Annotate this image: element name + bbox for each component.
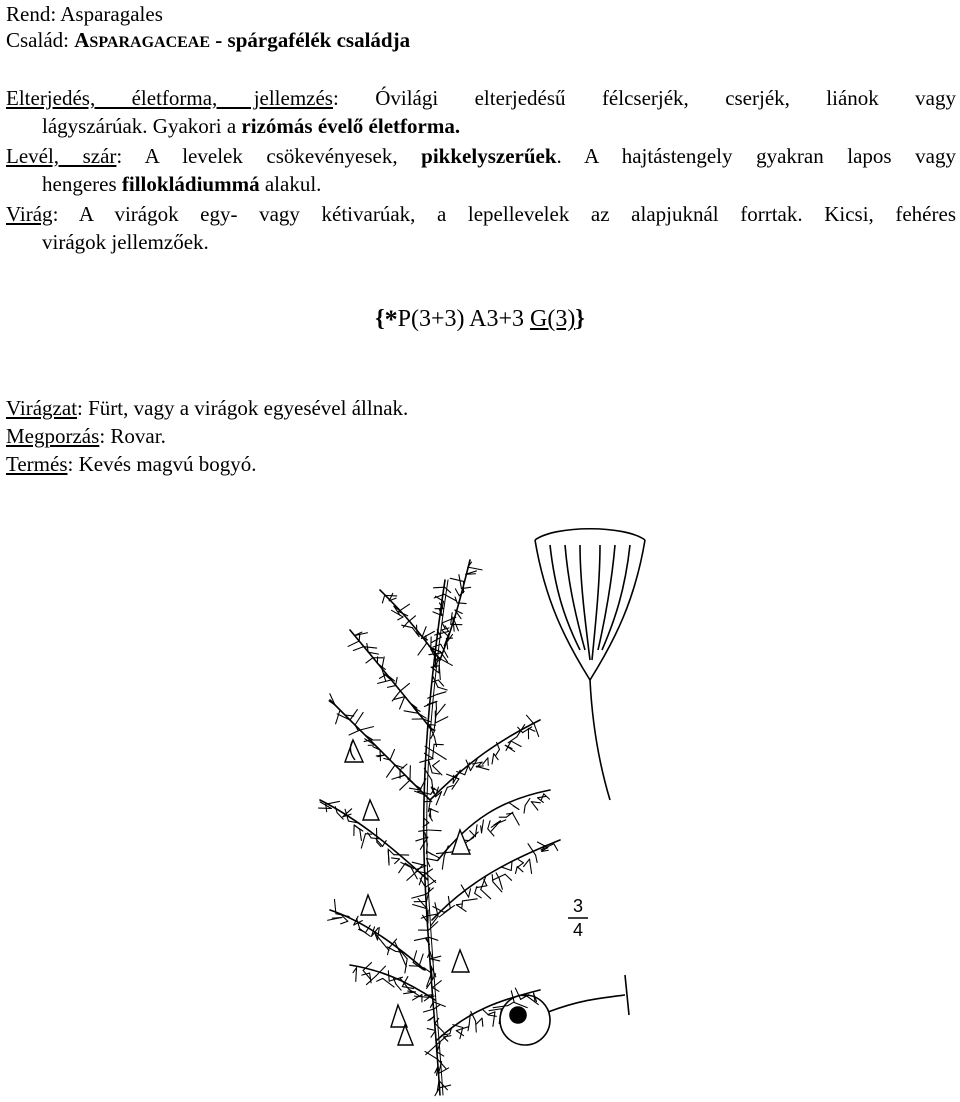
level-line2-bold: fillokládiummá	[121, 172, 260, 196]
cladode-needle	[431, 959, 440, 961]
cladode-needle	[450, 578, 463, 581]
cladode-needle	[442, 856, 444, 869]
viragzat-label: Virágzat	[6, 396, 78, 420]
cladode-needle	[526, 715, 534, 724]
cladode-needle	[476, 1018, 482, 1024]
cladode-needle	[468, 1024, 469, 1030]
virag-label: Virág	[6, 202, 53, 226]
cladode-needle	[468, 567, 482, 570]
cladode-needle	[462, 899, 477, 901]
cladode-needle	[459, 575, 462, 589]
virag-text1: A virágok egy- vagy kétivarúak, a lepellevelek az alapjuknál forrtak. Kicsi, fehéres	[78, 202, 956, 226]
cladode-needle	[396, 984, 401, 990]
rend-value: Asparagales	[60, 2, 163, 26]
cladode-needle	[499, 878, 502, 889]
cladode-needle	[476, 1021, 477, 1032]
cladode-needle	[451, 613, 452, 625]
cladode-needle	[356, 968, 357, 982]
cladode-needle	[326, 801, 340, 804]
cladode-needle	[360, 829, 362, 840]
cladode-needle	[528, 728, 535, 731]
cladode-needle	[395, 859, 400, 864]
cladode-needle	[469, 889, 471, 897]
cladode-needle	[439, 661, 440, 673]
cladode-needle	[360, 727, 373, 730]
cladode-needle	[433, 587, 444, 588]
cladode-needle	[496, 749, 500, 755]
elterjedes-bold: rizómás évelő életforma.	[241, 114, 461, 138]
cladode-needle	[398, 617, 403, 620]
cladode-needle	[408, 616, 416, 623]
cladode-needle	[387, 686, 395, 688]
level-label: Levél, szár	[6, 144, 117, 168]
cladode-needle	[524, 806, 525, 814]
cladode-needle	[517, 863, 524, 868]
termes-label: Termés	[6, 452, 68, 476]
cladode-needle	[418, 644, 426, 655]
scale-numerator: 3	[572, 896, 584, 916]
cladode-needle	[461, 885, 468, 897]
cladode-needle	[438, 680, 443, 686]
virag-line2	[42, 230, 209, 254]
cladode-needle	[426, 859, 437, 861]
level-line2-end: alakul.	[264, 172, 322, 196]
formula-open-brace: {	[375, 306, 385, 332]
cladode-needle	[350, 710, 357, 720]
cladode-needle	[501, 867, 511, 871]
cladode-needle	[427, 1029, 435, 1031]
cladode-needle	[438, 687, 447, 690]
cladode-needle	[434, 1002, 446, 1007]
cladode-needle	[398, 604, 409, 611]
cladode-needle	[489, 1015, 497, 1016]
cladode-needle	[518, 860, 523, 863]
viragzat-line: Virágzat: Fürt, vagy a virágok egyesével állnak.	[6, 396, 409, 420]
level-line2-plain: hengeres	[42, 172, 117, 196]
cladode-needle	[444, 787, 448, 795]
cladode-needle	[360, 929, 371, 937]
cladode-needle	[378, 680, 391, 683]
asparagus-illustration	[280, 500, 960, 1100]
cladode-needle	[417, 864, 424, 871]
cladode-needle	[429, 937, 438, 940]
cladode-needle	[379, 674, 386, 678]
cladode-needle	[366, 658, 373, 663]
formula-perianth: P(3+3)	[397, 306, 465, 332]
cladode-needle	[457, 603, 466, 604]
cladode-needle	[353, 647, 363, 651]
cladode-needle	[426, 880, 436, 887]
cladode-needle	[476, 766, 489, 770]
cladode-needle	[400, 697, 405, 709]
cladode-needle	[534, 724, 539, 736]
cladode-needle	[400, 683, 409, 691]
floral-formula	[0, 302, 960, 335]
virag-line1: Virág: A virágok egy- vagy kétivarúak, a lepellevelek az alapjuknál forrtak. Kicsi, fehéres	[6, 202, 956, 226]
cladode-needle	[436, 852, 450, 853]
cladode-needle	[408, 779, 415, 785]
level-line1: Levél, szár: A levelek csökevényesek, pikkelyszerűek. A hajtástengely gyakran lapos vagy	[6, 144, 956, 168]
cladode-needle	[493, 1012, 495, 1027]
cladode-needle	[462, 901, 463, 907]
cladode-needle	[482, 1018, 483, 1026]
cladode-needle	[436, 704, 445, 715]
formula-gynoecium: G(3)	[530, 306, 576, 332]
formula-androecium: A3+3	[469, 306, 525, 332]
cladode-needle	[437, 692, 446, 694]
cladode-needle	[492, 874, 505, 880]
cladode-needle	[488, 1012, 495, 1015]
termes-line: Termés: Kevés magvú bogyó.	[6, 452, 257, 476]
elterjedes-line1: Elterjedés, életforma, jellemzés: Óvilági elterjedésű félcserjék, cserjék, liánok vagy	[6, 86, 956, 110]
cladode-needle	[388, 851, 389, 863]
cladode-needle	[475, 893, 481, 898]
cladode-needle	[456, 904, 462, 905]
cladode-needle	[355, 712, 363, 725]
cladode-needle	[456, 905, 466, 912]
cladode-needle	[489, 1009, 501, 1011]
family-rest: SPARAGACEAE	[89, 34, 211, 51]
megporzas-text: Rovar.	[110, 424, 166, 448]
cladode-needle	[336, 710, 340, 724]
cladode-needle	[391, 858, 399, 859]
cladode-needle	[524, 859, 530, 867]
megporzas-line: Megporzás: Rovar.	[6, 424, 166, 448]
cladode-needle	[396, 677, 398, 685]
cladode-needle	[465, 763, 470, 775]
cladode-needle	[428, 694, 438, 698]
cladode-needle	[433, 988, 439, 992]
family-suffix: - spárgafélék családja	[215, 28, 411, 52]
cladode-needle	[425, 1051, 437, 1059]
cladode-needle	[419, 954, 423, 966]
cladode-needle	[433, 981, 442, 988]
cladode-needle	[354, 825, 363, 831]
cladode-needle	[447, 786, 453, 788]
cladode-needle	[337, 813, 343, 820]
cladode-needle	[348, 641, 359, 646]
elterjedes-line2	[42, 114, 460, 138]
cladode-needle	[395, 942, 401, 955]
cladode-needle	[488, 829, 494, 836]
cladode-needle	[427, 851, 433, 854]
scale-denominator: 4	[572, 920, 584, 940]
cladode-needle	[420, 759, 433, 763]
cladode-needle	[525, 798, 530, 805]
cladode-needle	[508, 1002, 514, 1006]
cladode-needle	[434, 751, 447, 759]
cladode-needle	[443, 1036, 451, 1037]
termes-text: Kevés magvú bogyó.	[78, 452, 257, 476]
csalad-label: Család:	[6, 28, 69, 52]
cladode-needle	[482, 820, 484, 833]
cladode-needle	[385, 595, 397, 596]
cladode-needle	[428, 830, 441, 831]
level-text1: A levelek csökevényesek,	[144, 144, 398, 168]
cladode-needle	[429, 761, 432, 773]
cladode-needle	[505, 874, 511, 880]
rend-label: Rend:	[6, 2, 57, 26]
cladode-needle	[484, 880, 487, 886]
cladode-needle	[340, 711, 345, 715]
cladode-needle	[507, 813, 513, 814]
cladode-needle	[361, 834, 365, 848]
cladode-needle	[392, 691, 400, 701]
cladode-needle	[341, 921, 348, 924]
cladode-needle	[360, 730, 365, 735]
cladode-needle	[388, 971, 389, 981]
cladode-needle	[493, 1006, 508, 1008]
cladode-needle	[412, 995, 421, 1000]
cladode-needle	[475, 825, 477, 837]
cladode-needle	[371, 838, 379, 839]
elterjedes-label: Elterjedés, életforma, jellemzés	[6, 86, 333, 110]
cladode-needle	[511, 741, 521, 746]
cladode-needle	[536, 855, 538, 862]
cladode-needle	[365, 834, 371, 835]
cladode-needle	[435, 1018, 439, 1023]
flower-detail	[535, 529, 645, 800]
cladode-needle	[488, 821, 490, 829]
level-text2: . A hajtástengely gyakran lapos vagy	[556, 144, 956, 168]
cladode-needle	[456, 1031, 463, 1036]
cladode-needle	[492, 754, 494, 764]
cladode-needle	[470, 831, 476, 837]
formula-star: *	[384, 305, 398, 334]
cladode-needle	[435, 1023, 444, 1032]
cladode-needle	[377, 978, 383, 981]
cladode-needle	[554, 844, 558, 851]
cladode-needle	[469, 832, 478, 840]
formula-close-brace: }	[575, 306, 585, 332]
cladode-needle	[515, 988, 520, 999]
viragzat-text: Fürt, vagy a virágok egyesével állnak.	[88, 396, 409, 420]
cladode-needle	[513, 813, 520, 825]
level-bold1: pikkelyszerűek	[421, 144, 557, 168]
virag-text2: virágok jellemzőek.	[42, 230, 209, 254]
elterjedes-text2: lágyszárúak. Gyakori a	[42, 114, 237, 138]
cladode-needle	[439, 909, 450, 917]
cladode-needle	[511, 861, 512, 870]
cladode-needle	[433, 761, 440, 766]
megporzas-label: Megporzás	[6, 424, 100, 448]
cladode-needle	[513, 806, 519, 810]
cladode-needle	[531, 802, 538, 810]
berry-detail	[500, 975, 629, 1045]
cladode-needle	[400, 780, 410, 790]
cladode-needle	[412, 894, 426, 898]
cladode-needle	[399, 863, 406, 873]
csalad-line	[6, 28, 410, 55]
cladode-needle	[427, 701, 436, 704]
cladode-needle	[359, 634, 360, 641]
family-initial: A	[74, 28, 90, 52]
cladode-needle	[349, 730, 360, 735]
cladode-needle	[382, 595, 384, 603]
cladode-needle	[390, 749, 395, 760]
cladode-needle	[445, 587, 451, 592]
cladode-needle	[423, 1009, 434, 1012]
cladode-needle	[455, 589, 459, 596]
cladode-needle	[530, 859, 532, 873]
cladode-needle	[435, 737, 437, 746]
cladode-needle	[435, 717, 447, 723]
level-line2	[42, 172, 321, 196]
rend-line	[6, 2, 163, 26]
cladode-needle	[483, 758, 488, 764]
cladode-needle	[432, 773, 439, 774]
cladode-needle	[481, 890, 491, 899]
cladode-needle	[387, 765, 395, 777]
elterjedes-text1: Óvilági elterjedésű félcserjék, cserjék, liánok vagy	[375, 86, 956, 110]
cladode-needle	[538, 798, 544, 803]
